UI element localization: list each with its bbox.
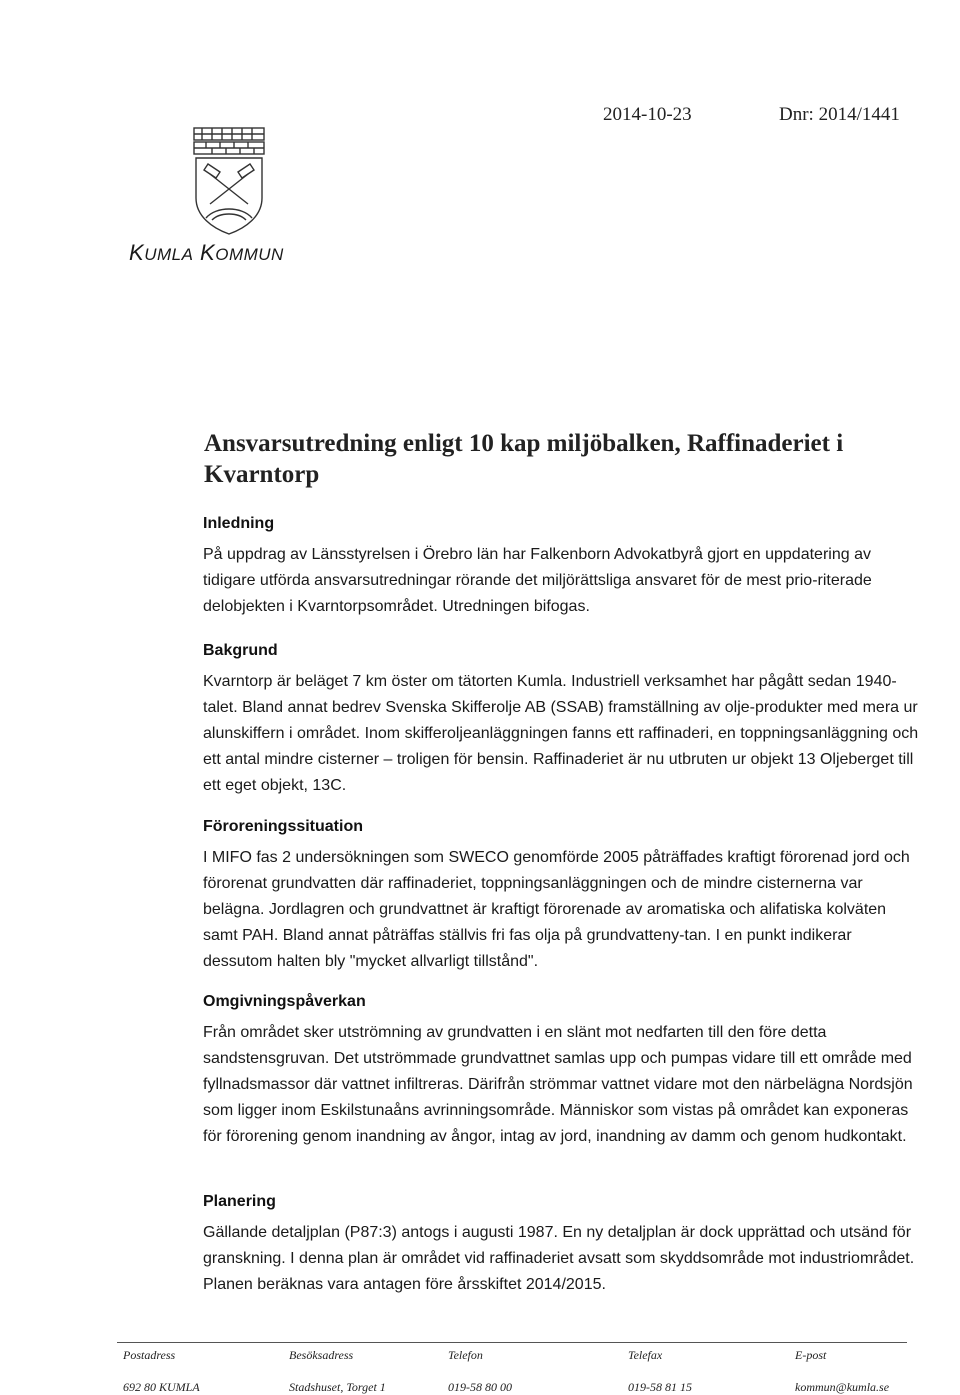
footer-postadress-value: 692 80 KUMLA [123, 1380, 200, 1394]
section-planering [203, 1193, 923, 1298]
footer-telefon-label: Telefon [448, 1348, 483, 1362]
section-fororeningssituation [203, 818, 923, 975]
section-text: I MIFO fas 2 undersökningen som SWECO genomförde 2005 påträffades kraftigt förorenad jord och förorenat grundvatten där raffinaderiet, toppningsanläggningen och de mindre cisternerna var belägna. Jordlagren och grundvattnet är kraftigt förorenade av aromatiska och alifatiska kolväten samt PAH. Bland annat påträffas ställvis fri fas olja på grundvatteny-tan. I en punkt indikerar dessutom halten bly "mycket allvarligt tillstånd". [203, 849, 910, 970]
section-heading: Bakgrund [203, 642, 278, 659]
footer-telefon-value: 019-58 80 00 [448, 1380, 512, 1394]
section-bakgrund [203, 642, 923, 799]
organization-name: KUMLA KOMMUN [129, 240, 284, 265]
footer-besoksadress-value: Stadshuset, Torget 1 [289, 1380, 386, 1394]
footer-telefax-value: 019-58 81 15 [628, 1380, 692, 1394]
section-heading: Föroreningssituation [203, 818, 363, 835]
section-omgivningspaverkan [203, 993, 923, 1150]
section-heading: Planering [203, 1193, 276, 1210]
section-inledning [203, 515, 923, 620]
section-text: Gällande detaljplan (P87:3) antogs i augusti 1987. En ny detaljplan är dock upprättad och utsänd för granskning. I denna plan är området vid raffinaderiet avsatt som skyddsområde mot industriområdet. Planen beräknas vara antagen före årsskiftet 2014/2015. [203, 1224, 915, 1293]
section-heading: Inledning [203, 515, 275, 532]
footer-divider [117, 1342, 907, 1343]
footer-telefax-label: Telefax [628, 1348, 663, 1362]
document-number: Dnr: 2014/1441 [779, 104, 900, 125]
footer-besoksadress-label: Besöksadress [289, 1348, 354, 1362]
document-date: 2014-10-23 [603, 104, 692, 125]
section-text: På uppdrag av Länsstyrelsen i Örebro län har Falkenborn Advokatbyrå gjort en uppdatering av tidigare utförda ansvarsutredningar rörande det miljörättsliga ansvaret för de mest prio-riterade delobjekten i Kvarntorpsområdet. Utredningen bifogas. [203, 546, 872, 615]
document-title: Ansvarsutredning enligt 10 kap miljöbalken, Raffinaderiet i Kvarntorp [204, 430, 844, 488]
section-text: Kvarntorp är beläget 7 km öster om tätorten Kumla. Industriell verksamhet har pågått sedan 1940-talet. Bland annat bedrev Svenska Skifferolje AB (SSAB) framställning av olje-produkter med mera ur alunskiffern i området. Inom skifferoljeanläggningen fanns ett raffinaderi, en toppningsanläggning och ett antal mindre cisterner – troligen för bensin. Raffinaderiet är nu utbruten ur objekt 13 Oljeberget till ett eget objekt, 13C. [203, 673, 919, 794]
footer-epost-value[interactable]: kommun@kumla.se [795, 1380, 890, 1394]
coat-of-arms-icon [190, 126, 268, 236]
footer-epost-label: E-post [795, 1348, 827, 1362]
section-text: Från området sker utströmning av grundvatten i en slänt mot nedfarten till den före detta sandstensgruvan. Det utströmmade grundvattnet samlas upp och pumpas vidare till ett område med fyllnadsmassor där vattnet infiltreras. Därifrån strömmar vattnet vidare mot den närbelägna Nordsjön som ligger inom Eskilstunaåns avrinningsområde. Människor som vistas på området kan exponeras för förorening genom inandning av ångor, intag av jord, inandning av damm och genom hudkontakt. [203, 1024, 913, 1145]
section-heading: Omgivningspåverkan [203, 993, 366, 1010]
footer-postadress-label: Postadress [123, 1348, 176, 1362]
